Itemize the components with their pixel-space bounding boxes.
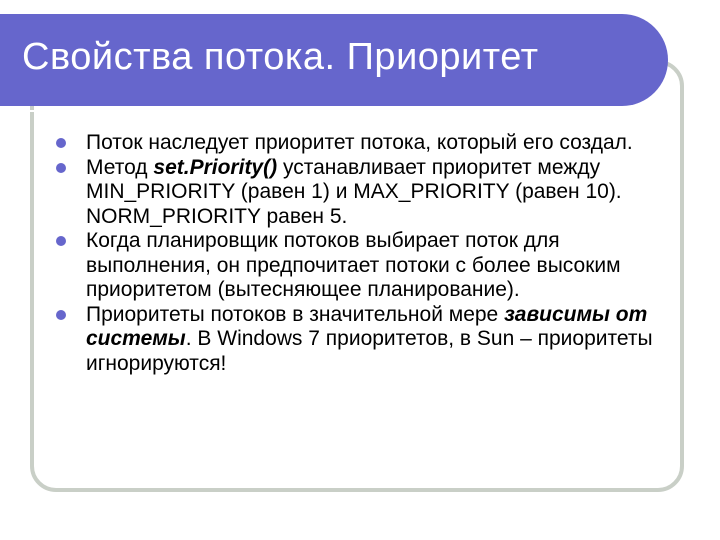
bullet-item — [56, 229, 656, 303]
bullet-text-prefix: Приоритеты потоков в значительной мере — [86, 302, 505, 326]
bullet-item — [56, 303, 656, 377]
title-bar — [0, 14, 668, 106]
bullet-dot-icon — [56, 138, 66, 148]
title-underline — [0, 110, 640, 112]
bullet-dot-icon — [56, 236, 66, 246]
bullet-text: Когда планировщик потоков выбирает поток для выполнения, он предпочитает потоки с более высоким приоритетом (вытесняющее планирование). — [86, 229, 621, 301]
emphasis-text: зависимы от системы — [86, 302, 648, 350]
method-name: set.Priority() — [153, 155, 278, 179]
bullet-item — [56, 156, 656, 230]
bullet-dot-icon — [56, 163, 66, 173]
slide-title: Свойства потока. Приоритет — [22, 36, 539, 78]
bullet-text-prefix: Метод — [86, 155, 154, 179]
bullet-item — [56, 131, 656, 156]
bullet-text-suffix: устанавливает приоритет между MIN_PRIORITY (равен 1) и MAX_PRIORITY (равен 10). NORM_PRIORITY равен 5. — [86, 155, 622, 228]
bullet-dot-icon — [56, 310, 66, 320]
bullet-text: Поток наследует приоритет потока, который его создал. — [86, 131, 633, 154]
bullet-list — [56, 131, 656, 376]
bullet-text-suffix: . В Windows 7 приоритетов, в Sun – приоритеты игнорируются! — [86, 327, 653, 375]
